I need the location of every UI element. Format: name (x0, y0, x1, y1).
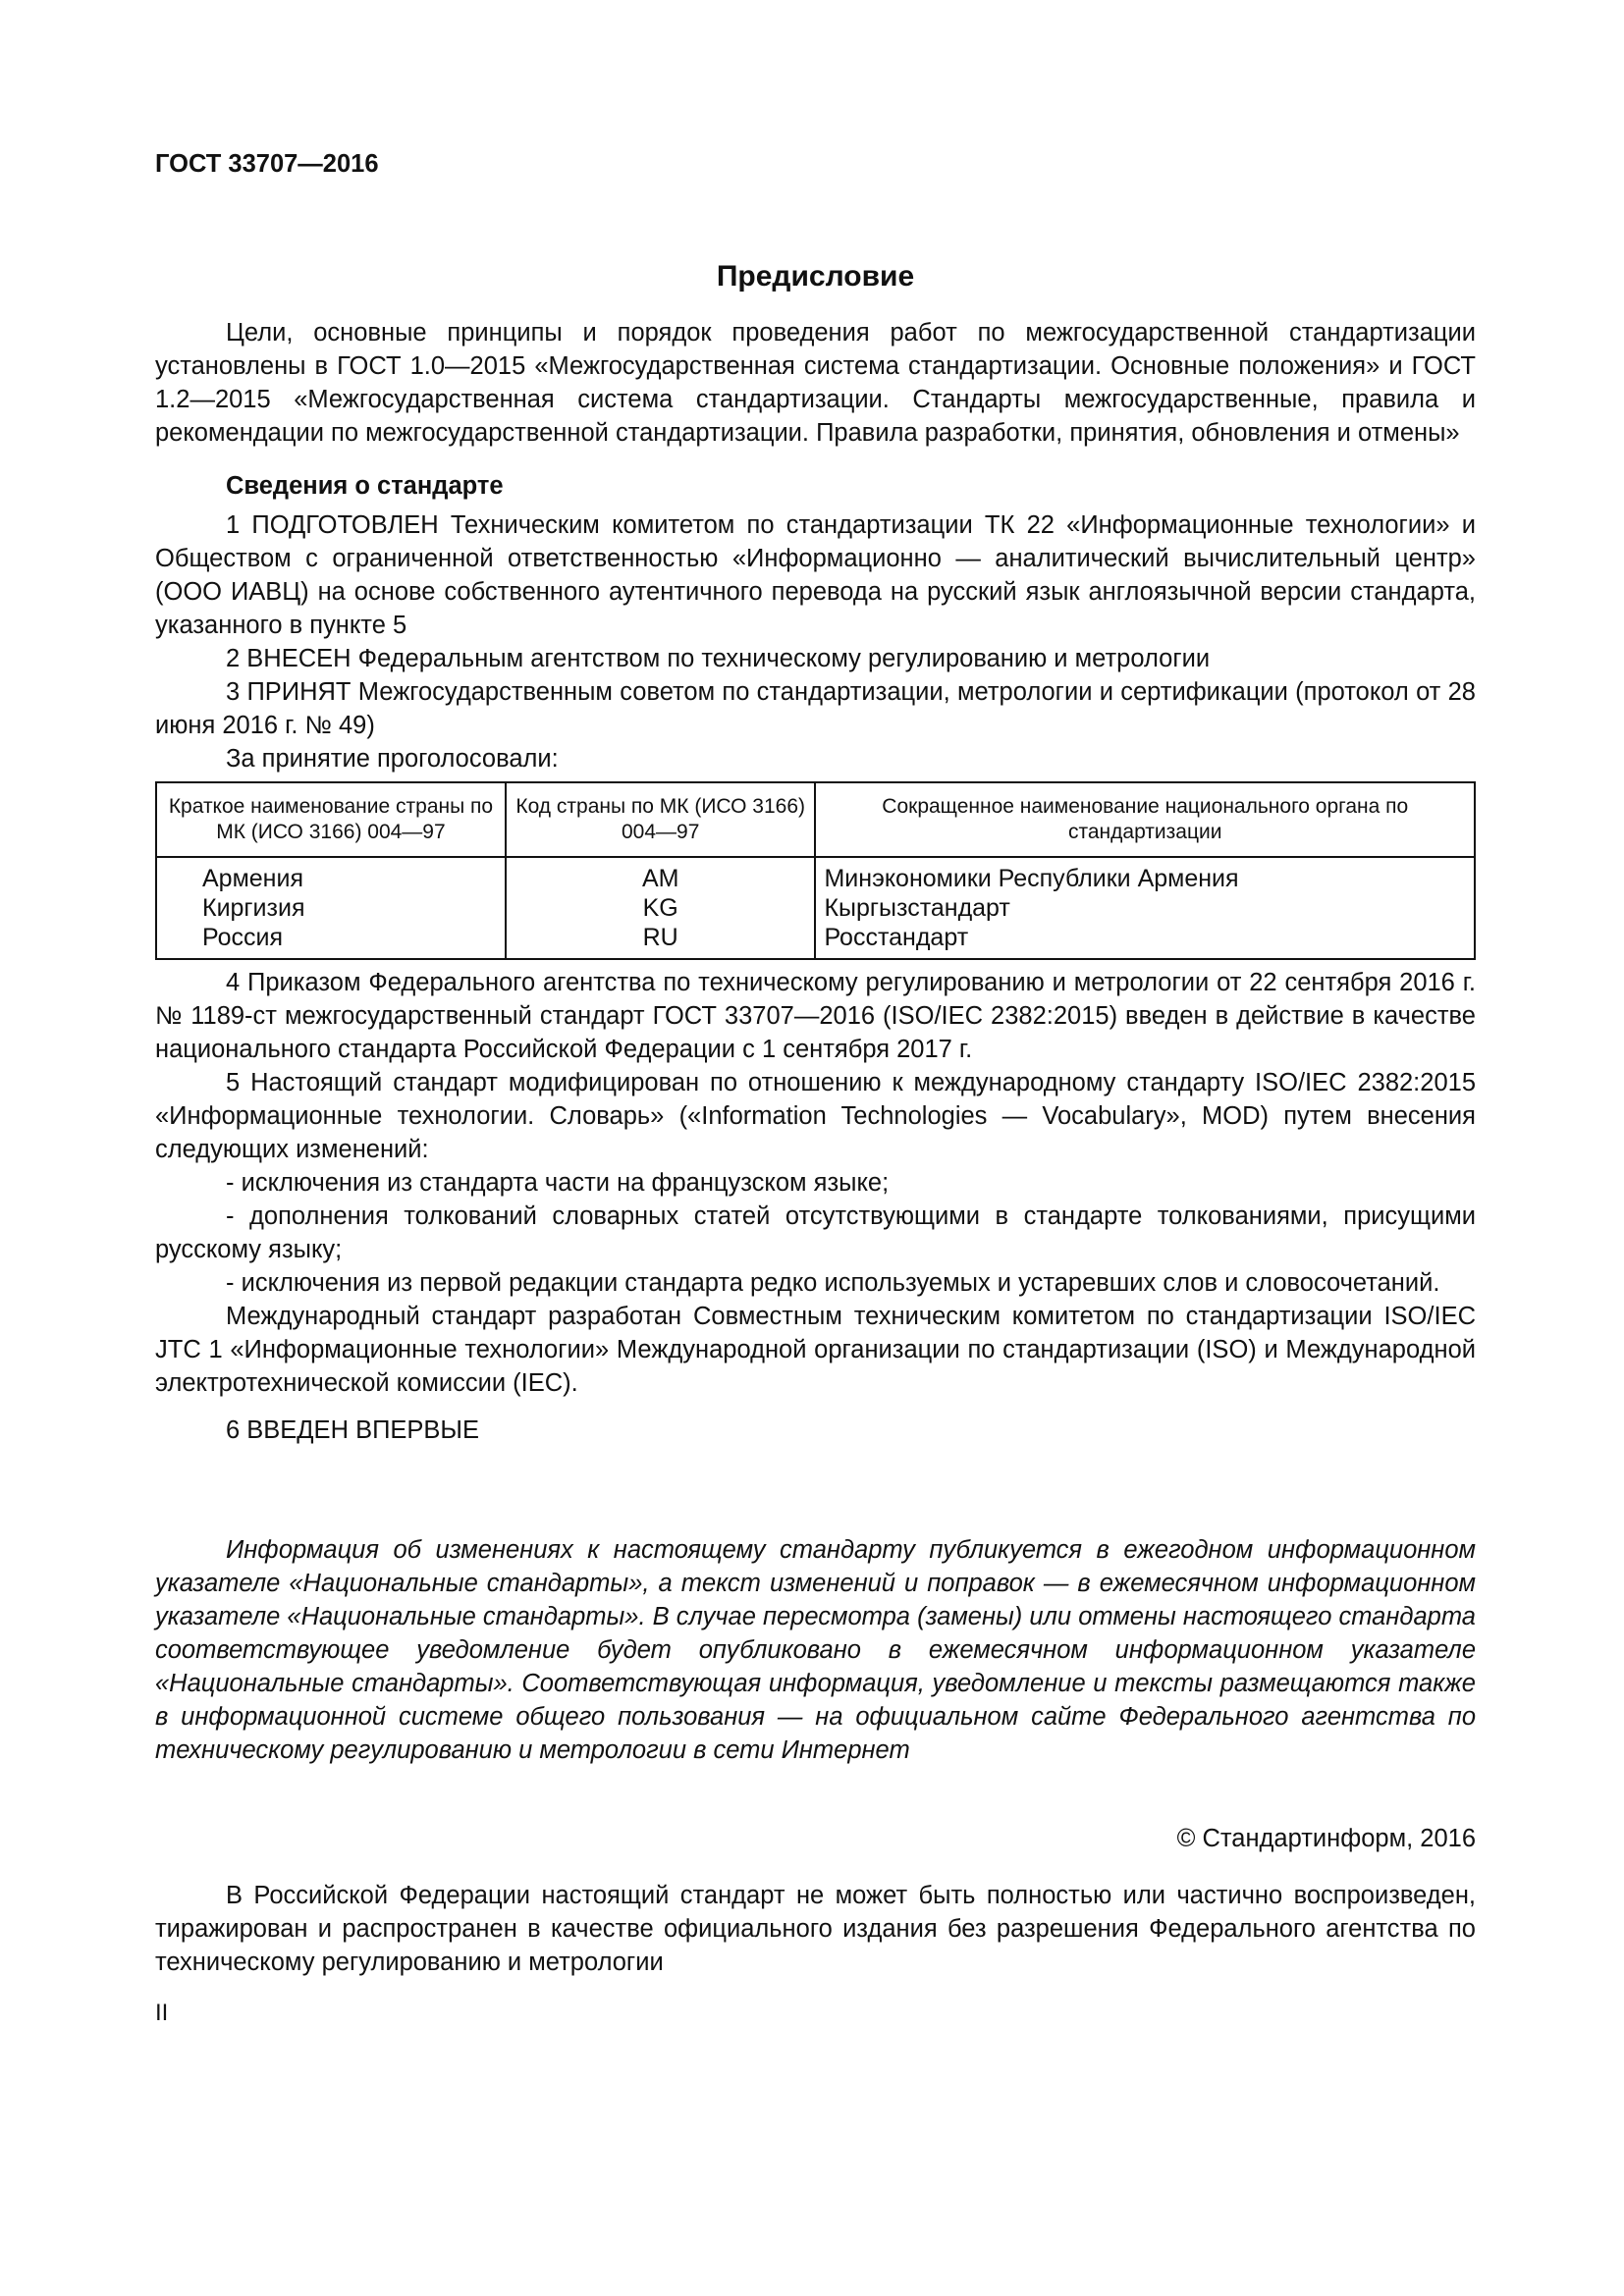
change-item: - исключения из первой редакции стандарта редко используемых и устаревших слов и словосочетаний. (226, 1269, 1440, 1297)
page-number: II (155, 2000, 169, 2026)
page-title: Предисловие (716, 260, 915, 293)
cell-body: Росстандарт (824, 924, 969, 951)
cell-code: KG (506, 893, 816, 923)
table-row (156, 923, 1475, 959)
item-1-prepared: 1 ПОДГОТОВЛЕН Техническим комитетом по стандартизации ТК 22 «Информационные технологии» и Обществом с ограниченной ответственностью «Информационно — аналитический вычислительный центр» (ООО ИАВЦ) на основе собственного аутентичного перевода на русский язык англоязычной версии стандарта, указанного в пункте 5 (155, 511, 1476, 639)
change-item: - исключения из стандарта части на французском языке; (226, 1169, 890, 1197)
cell-country: Россия (156, 923, 506, 959)
cell-country: Киргизия (156, 893, 506, 923)
item-6-first-introduced: 6 ВВЕДЕН ВПЕРВЫЕ (226, 1416, 480, 1444)
item-5-modified: 5 Настоящий стандарт модифицирован по отношению к международному стандарту ISO/IEC 2382:2015 «Информационные технологии. Словарь» («Information Technologies — Vocabulary», MOD) путем внесения следующих изменений: (155, 1069, 1476, 1163)
item-2-introduced: 2 ВНЕСЕН Федеральным агентством по техническому регулированию и метрологии (226, 645, 1211, 672)
document-page (155, 147, 1476, 2030)
amendments-notice: Информация об изменениях к настоящему стандарту публикуется в ежегодном информационном указателе «Национальные стандарты», а текст изменений и поправок — в ежемесячном информационном указателе «Национальные стандарты». В случае пересмотра (замены) или отмены настоящего стандарта соответствующее уведомление будет опубликовано в ежемесячном информационном указателе «Национальные стандарты». Соответствующая информация, уведомление и тексты размещаются также в информационной системе общего пользования — на официальном сайте Федерального агентства по техническому регулированию и метрологии в сети Интернет (155, 1536, 1476, 1764)
change-item: - дополнения толкований словарных статей отсутствующими в стандарте толкованиями, присущими русскому языку; (155, 1202, 1476, 1263)
copyright-line: © Стандартинформ, 2016 (1176, 1825, 1476, 1852)
table-row (156, 857, 1475, 893)
voted-caption: За принятие проголосовали: (226, 745, 559, 773)
cell-body: Минэкономики Республики Армения (824, 865, 1239, 892)
item-4-order: 4 Приказом Федерального агентства по техническому регулированию и метрологии от 22 сентября 2016 г. № 1189-ст межгосударственный стандарт ГОСТ 33707—2016 (ISO/IEC 2382:2015) введен в действие в качестве национального стандарта Российской Федерации с 1 сентября 2017 г. (155, 969, 1476, 1063)
col-header-country: Краткое наименование страны по МК (ИСО 3166) 004—97 (156, 782, 506, 857)
cell-code: AM (506, 857, 816, 893)
cell-code: RU (506, 923, 816, 959)
document-code: ГОСТ 33707—2016 (155, 150, 379, 178)
international-standard-note: Международный стандарт разработан Совместным техническим комитетом по стандартизации ISO/IEC JTC 1 «Информационные технологии» Международной организации по стандартизации (ISO) и Международной электротехнической комиссии (IEC). (155, 1303, 1476, 1397)
section-heading: Сведения о стандарте (226, 472, 504, 500)
cell-country: Армения (156, 857, 506, 893)
intro-paragraph: Цели, основные принципы и порядок проведения работ по межгосударственной стандартизации установлены в ГОСТ 1.0—2015 «Межгосударственная система стандартизации. Основные положения» и ГОСТ 1.2—2015 «Межгосударственная система стандартизации. Стандарты межгосударственные, правила и рекомендации по межгосударственной стандартизации. Правила разработки, принятия, обновления и отмены» (155, 319, 1476, 447)
spacer (155, 1447, 1476, 1533)
item-3-adopted: 3 ПРИНЯТ Межгосударственным советом по стандартизации, метрологии и сертификации (протокол от 28 июня 2016 г. № 49) (155, 678, 1476, 739)
col-header-body: Сокращенное наименование национального органа по стандартизации (815, 782, 1475, 857)
table-header-row (156, 782, 1475, 857)
cell-body: Кыргызстандарт (824, 894, 1010, 922)
votes-table (155, 781, 1476, 960)
rights-statement: В Российской Федерации настоящий стандарт не может быть полностью или частично воспроизведен, тиражирован и распространен в качестве официального издания без разрешения Федерального агентства по техническому регулированию и метрологии (155, 1882, 1476, 1976)
table-row (156, 893, 1475, 923)
col-header-code: Код страны по МК (ИСО 3166) 004—97 (506, 782, 816, 857)
